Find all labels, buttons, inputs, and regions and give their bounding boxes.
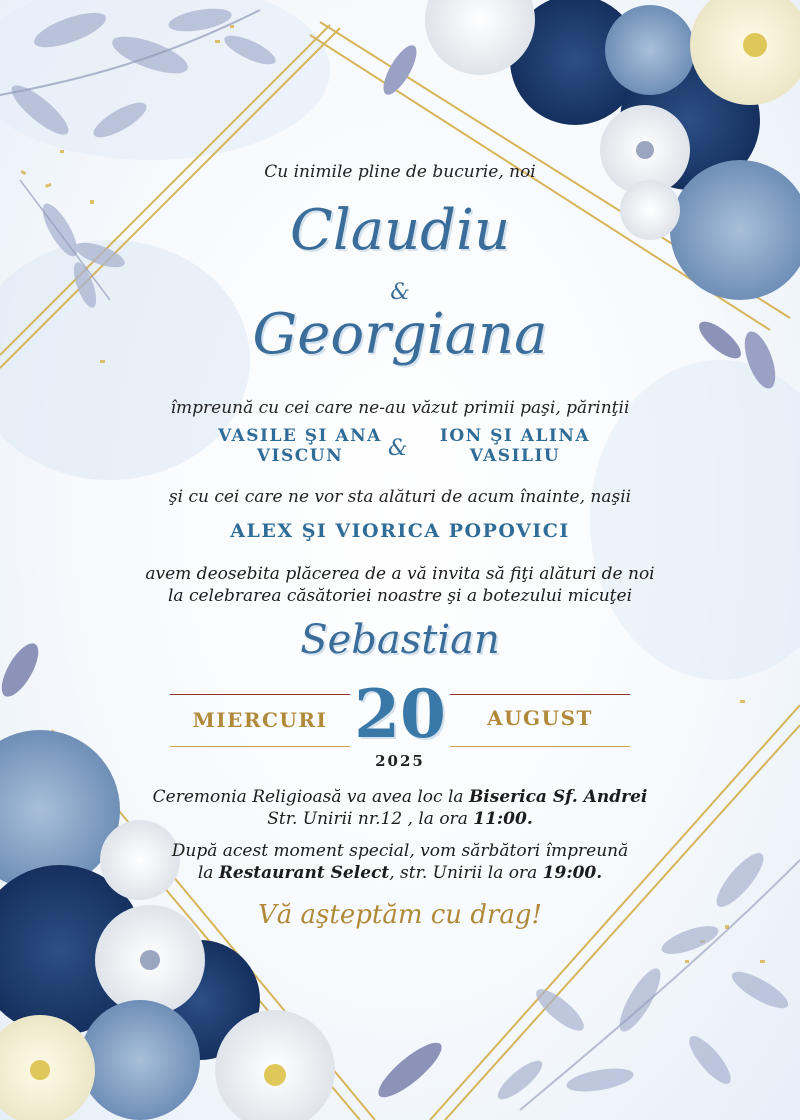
- parents-left: [180, 426, 420, 466]
- date-rule-bottom-right: [450, 746, 630, 747]
- date-day: 20: [354, 675, 446, 753]
- groom-name: Claudiu: [289, 198, 511, 263]
- date-rule-bottom-left: [170, 746, 350, 747]
- ceremony-prefix: Ceremonia Religioasă va avea loc la: [152, 787, 469, 807]
- parents-intro: împreună cu cei care ne-au văzut primii paşi, părinţii: [170, 398, 630, 418]
- party-address: , str. Unirii la ora: [389, 863, 543, 883]
- parents-left-line1: VASILE ŞI ANA: [218, 426, 382, 446]
- date-year: 2025: [375, 752, 425, 770]
- godparents-names: ALEX ŞI VIORICA POPOVICI: [230, 520, 570, 542]
- date-rule-top-right: [450, 694, 630, 695]
- parents-right-line2: VASILIU: [469, 446, 561, 466]
- parents-left-line2: VISCUN: [256, 446, 344, 466]
- ceremony-line1: [0, 786, 800, 808]
- ceremony-address: Str. Unirii nr.12 , la ora: [267, 809, 474, 829]
- parents-ampersand: &: [388, 436, 408, 461]
- party-time: 19:00.: [542, 863, 603, 883]
- ceremony-line2: [0, 808, 800, 830]
- party-line2: [0, 862, 800, 884]
- invite-line1: avem deosebita plăcerea de a vă invita să fiţi alături de noi: [145, 564, 655, 584]
- party-prefix: la: [197, 863, 219, 883]
- date-weekday: MIERCURI: [192, 708, 328, 732]
- party-line1: După acest moment special, vom sărbători împreună: [171, 841, 629, 861]
- bride-name: Georgiana: [252, 302, 548, 367]
- date-rule-top-left: [170, 694, 350, 695]
- party-venue: Restaurant Select: [218, 863, 390, 883]
- names-ampersand: &: [390, 280, 410, 305]
- ceremony-time: 11:00.: [473, 809, 533, 829]
- parents-right: [400, 426, 630, 466]
- date-month: AUGUST: [487, 706, 593, 730]
- baby-name: Sebastian: [300, 617, 500, 663]
- closing-text: Vă aşteptăm cu drag!: [258, 900, 542, 930]
- ceremony-venue: Biserica Sf. Andrei: [468, 787, 648, 807]
- intro-text: Cu inimile pline de bucurie, noi: [264, 162, 536, 182]
- godparents-intro: şi cu cei care ne vor sta alături de acum înainte, naşii: [168, 487, 632, 507]
- invite-line2: la celebrarea căsătoriei noastre şi a botezului micuţei: [167, 586, 633, 606]
- parents-right-line1: ION ŞI ALINA: [439, 426, 591, 446]
